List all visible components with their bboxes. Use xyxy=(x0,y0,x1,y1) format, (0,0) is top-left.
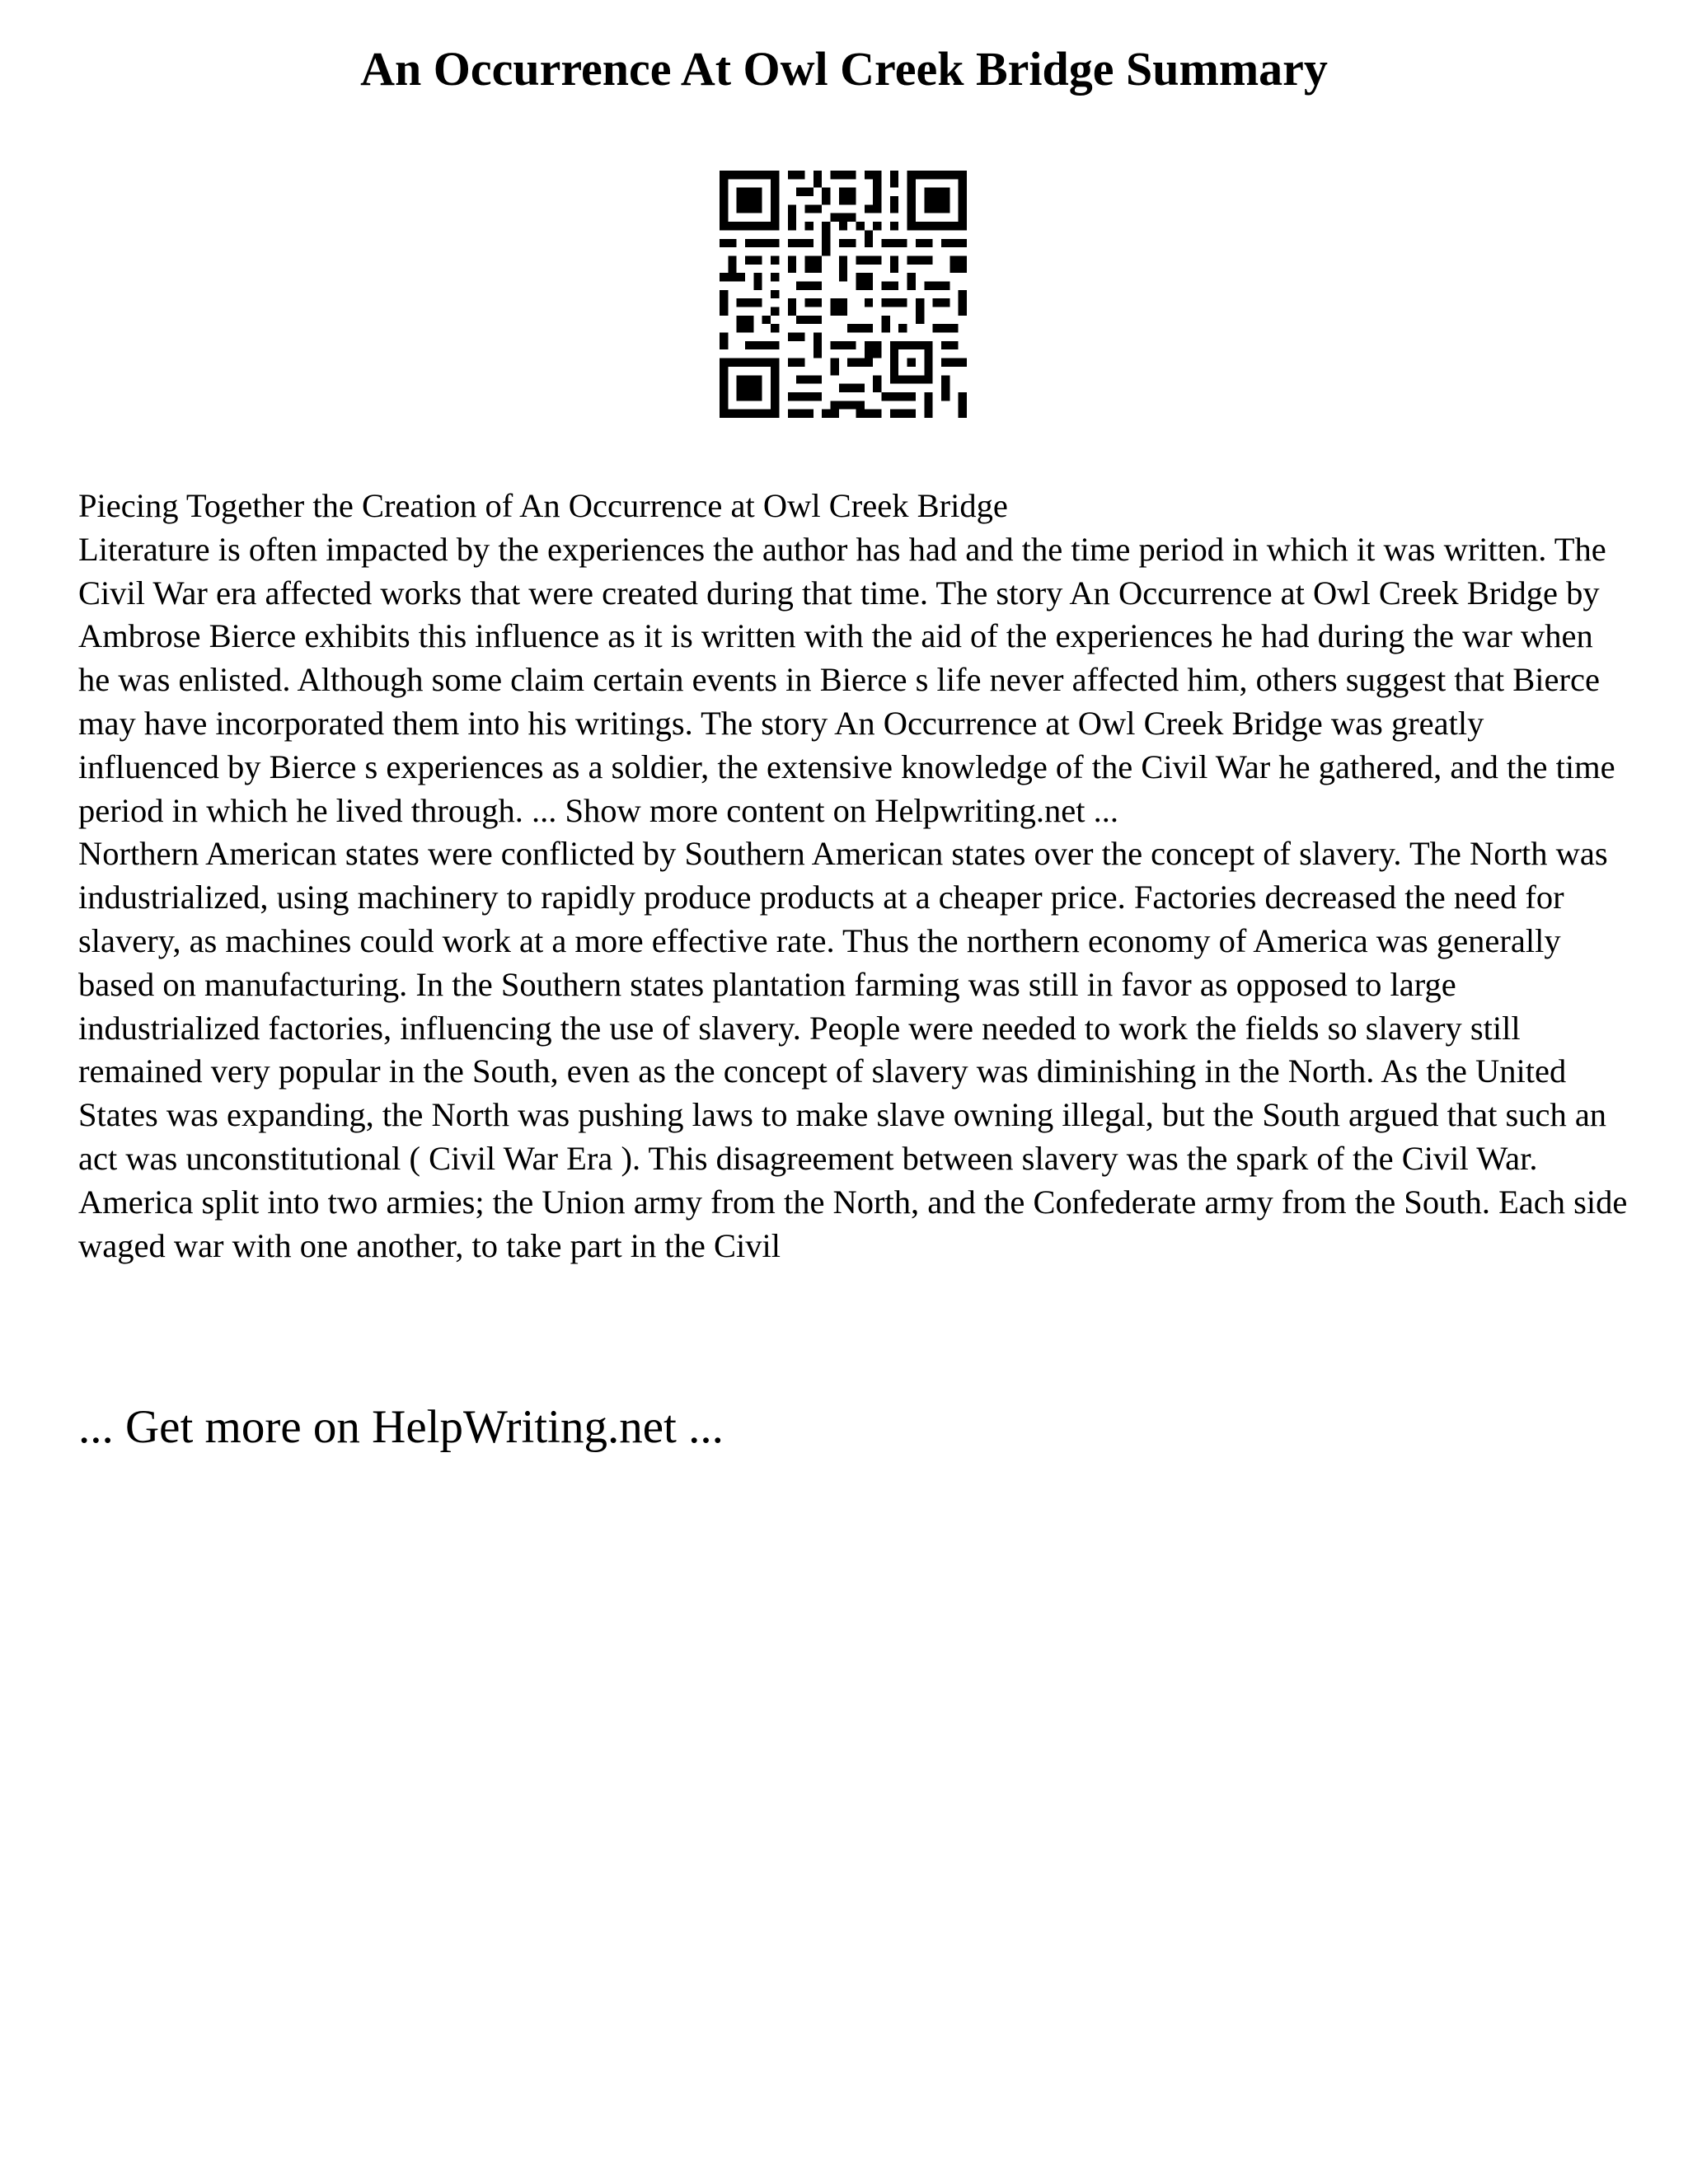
document-title: An Occurrence At Owl Creek Bridge Summary xyxy=(360,42,1328,96)
subheading: Piecing Together the Creation of An Occurrence at Owl Creek Bridge xyxy=(78,487,1008,524)
paragraph-1: Literature is often impacted by the experiences the author has had and the time period in which it was written. The Civil War era affected works that were created during that time. The story An Occurrence at Owl Creek Bridge by Ambrose Bierce exhibits this influence as it is written with the aid of the experiences he had during the war when he was enlisted. Although some claim certain events in Bierce s life never affected him, others suggest that Bierce may have incorporated them into his writings. The story An Occurrence at Owl Creek Bridge was greatly influenced by Bierce s experiences as a soldier, the extensive knowledge of the Civil War he gathered, and the time period in which he lived through. ... Show more content on Helpwriting.net ... xyxy=(78,530,1615,829)
document-body xyxy=(78,485,1628,1268)
paragraph-2: Northern American states were conflicted by Southern American states over the concept of slavery. The North was industrialized, using machinery to rapidly produce products at a cheaper price. Factories decreased the need for slavery, as machines could work at a more effective rate. Thus the northern economy of America was generally based on manufacturing. In the Southern states plantation farming was still in favor as opposed to large industrialized factories, influencing the use of slavery. People were needed to work the fields so slavery still remained very popular in the South, even as the concept of slavery was diminishing in the North. As the United States was expanding, the North was pushing laws to make slave owning illegal, but the South argued that such an act was unconstitutional ( Civil War Era ). This disagreement between slavery was the spark of the Civil War. America split into two armies; the Union army from the North, and the Confederate army from the South. Each side waged war with one another, to take part in the Civil xyxy=(78,835,1628,1264)
qr-code-icon[interactable] xyxy=(720,171,967,418)
get-more-link[interactable]: ... Get more on HelpWriting.net ... xyxy=(78,1401,724,1453)
